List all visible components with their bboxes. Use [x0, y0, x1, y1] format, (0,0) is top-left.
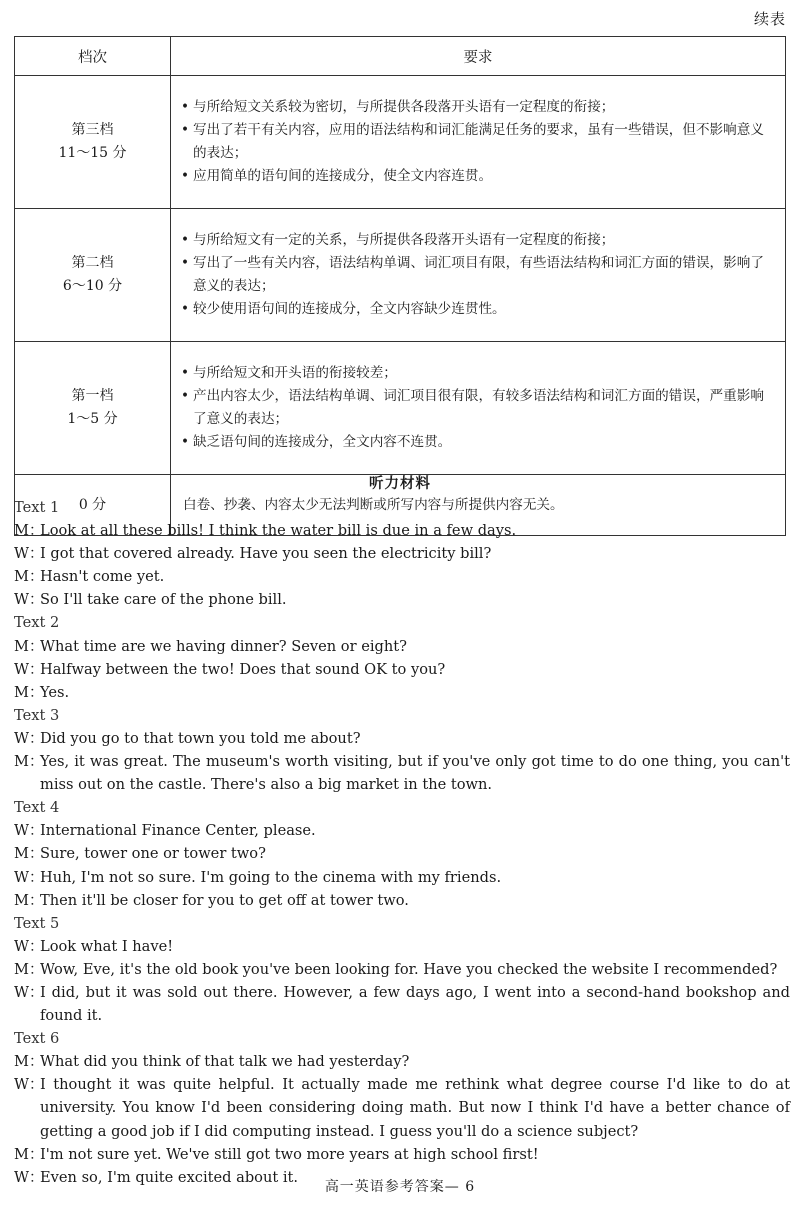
requirement-item: • 较少使用语句间的连接成分，全文内容缺少连贯性。	[181, 298, 775, 321]
requirements-cell	[171, 209, 786, 342]
speaker-label: M：	[14, 845, 44, 863]
utterance-text: Look what I have!	[40, 937, 174, 955]
dialogue-line	[14, 1143, 790, 1166]
utterance-text: Halfway between the two! Does that sound OK to you?	[40, 660, 446, 678]
speaker-label: W：	[14, 660, 44, 678]
dialogue-line	[14, 542, 790, 565]
grade-score: 1～5 分	[67, 411, 118, 427]
grade-score: 11～15 分	[58, 145, 127, 161]
requirement-item: • 写出了一些有关内容，语法结构单调、词汇项目有限，有些语法结构和词汇方面的错误，影响了意义的表达；	[181, 252, 775, 298]
dialogue-line	[14, 1050, 790, 1073]
requirements-cell	[171, 76, 786, 209]
speaker-label: M：	[14, 1145, 44, 1163]
grade-name: 第一档	[71, 388, 114, 404]
speaker-label: M：	[14, 568, 44, 586]
header-requirements: 要求	[171, 37, 786, 76]
speaker-label: M：	[14, 1053, 44, 1071]
utterance-text: Look at all these bills! I think the water bill is due in a few days.	[40, 522, 517, 540]
page-footer: 高一英语参考答案— 6	[324, 1179, 476, 1195]
speaker-label: W：	[14, 822, 44, 840]
utterance-text: Yes.	[40, 683, 70, 701]
utterance-text: Hasn't come yet.	[40, 568, 165, 586]
dialogue-line	[14, 842, 790, 865]
grade-name: 第三档	[71, 122, 114, 138]
table-row	[15, 76, 786, 209]
utterance-text: I did, but it was sold out there. However, a few days ago, I went into a second-hand bookshop and found it.	[40, 983, 790, 1025]
table-header-row	[15, 37, 786, 76]
grade-name: 第二档	[71, 255, 114, 271]
dialogue-line	[14, 866, 790, 889]
text-heading: Text 3	[14, 706, 60, 724]
speaker-label: W：	[14, 545, 44, 563]
utterance-text: Then it'll be closer for you to get off at tower two.	[40, 891, 409, 909]
requirement-text: 白卷、抄袭、内容太少无法判断或所写内容与所提供内容无关。	[183, 496, 564, 513]
speaker-label: W：	[14, 729, 44, 747]
grade-score: 0 分	[78, 496, 107, 513]
utterance-text: I thought it was quite helpful. It actually made me rethink what degree course I'd like to do at university. You know I'd been considering doing math. But now I think I'd have a better chance of getting a good job if I did computing instead. I guess you'll do a science subject?	[40, 1076, 790, 1140]
requirement-item: • 产出内容太少，语法结构单调、词汇项目很有限，有较多语法结构和词汇方面的错误，严重影响了意义的表达；	[181, 385, 775, 431]
utterance-text: What did you think of that talk we had yesterday?	[40, 1053, 410, 1071]
speaker-label: W：	[14, 868, 44, 886]
dialogue-line	[14, 635, 790, 658]
speaker-label: M：	[14, 891, 44, 909]
grade-cell	[15, 209, 171, 342]
dialogue-line	[14, 750, 790, 796]
dialogue-line	[14, 565, 790, 588]
utterance-text: So I'll take care of the phone bill.	[40, 591, 287, 609]
requirement-item: • 与所给短文关系较为密切，与所提供各段落开头语有一定程度的衔接；	[181, 96, 775, 119]
requirement-item: • 缺乏语句间的连接成分，全文内容不连贯。	[181, 431, 775, 454]
grade-score: 6～10 分	[62, 278, 123, 294]
utterance-text: What time are we having dinner? Seven or eight?	[40, 637, 407, 655]
utterance-text: Yes, it was great. The museum's worth visiting, but if you've only got time to do one thing, you can't miss out on the castle. There's also a big market in the town.	[40, 753, 790, 794]
requirement-item: • 与所给短文有一定的关系，与所提供各段落开头语有一定程度的衔接；	[181, 229, 775, 252]
speaker-label: M：	[14, 960, 44, 978]
dialogue-line	[14, 889, 790, 912]
requirement-item: • 应用简单的语句间的连接成分，使全文内容连贯。	[181, 165, 775, 188]
dialogue-line	[14, 727, 790, 750]
utterance-text: International Finance Center, please.	[40, 822, 316, 840]
grade-cell	[15, 342, 171, 475]
speaker-label: W：	[14, 591, 44, 609]
continued-label: 续表	[753, 10, 786, 28]
header-grade: 档次	[15, 37, 171, 76]
table-row	[15, 209, 786, 342]
dialogue-line	[14, 981, 790, 1027]
speaker-label: M：	[14, 637, 44, 655]
text-heading: Text 6	[14, 1030, 60, 1048]
dialogue-line	[14, 1073, 790, 1142]
dialogue-line	[14, 935, 790, 958]
text-heading: Text 1	[14, 499, 60, 516]
grade-cell	[15, 76, 171, 209]
scoring-rubric-table	[14, 36, 786, 536]
speaker-label: M：	[14, 683, 44, 701]
text-heading: Text 5	[14, 914, 60, 932]
dialogue-line	[14, 681, 790, 704]
speaker-label: W：	[14, 1076, 44, 1094]
speaker-label: W：	[14, 937, 44, 955]
listening-transcript	[14, 496, 790, 1189]
speaker-label: M：	[14, 522, 44, 540]
utterance-text: Wow, Eve, it's the old book you've been looking for. Have you checked the website I recommended?	[40, 960, 778, 978]
speaker-label: M：	[14, 753, 44, 771]
utterance-text: Even so, I'm quite excited about it.	[40, 1168, 299, 1186]
utterance-text: I'm not sure yet. We've still got two more years at high school first!	[40, 1145, 539, 1163]
text-heading: Text 4	[14, 799, 60, 817]
dialogue-line	[14, 658, 790, 681]
dialogue-line	[14, 958, 790, 981]
dialogue-line	[14, 588, 790, 611]
requirements-cell	[171, 342, 786, 475]
utterance-text: Huh, I'm not so sure. I'm going to the cinema with my friends.	[40, 868, 502, 886]
table-row	[15, 342, 786, 475]
listening-material-title: 听力材料	[369, 475, 431, 492]
utterance-text: Sure, tower one or tower two?	[40, 845, 266, 863]
utterance-text: Did you go to that town you told me about?	[40, 729, 361, 747]
utterance-text: I got that covered already. Have you seen the electricity bill?	[40, 545, 492, 563]
speaker-label: W：	[14, 1168, 44, 1186]
text-heading: Text 2	[14, 614, 60, 632]
dialogue-line	[14, 819, 790, 842]
requirement-item: • 写出了若干有关内容，应用的语法结构和词汇能满足任务的要求，虽有一些错误，但不影响意义的表达；	[181, 119, 775, 165]
requirement-item: • 与所给短文和开头语的衔接较差；	[181, 362, 775, 385]
speaker-label: W：	[14, 983, 44, 1001]
dialogue-line	[14, 519, 790, 542]
